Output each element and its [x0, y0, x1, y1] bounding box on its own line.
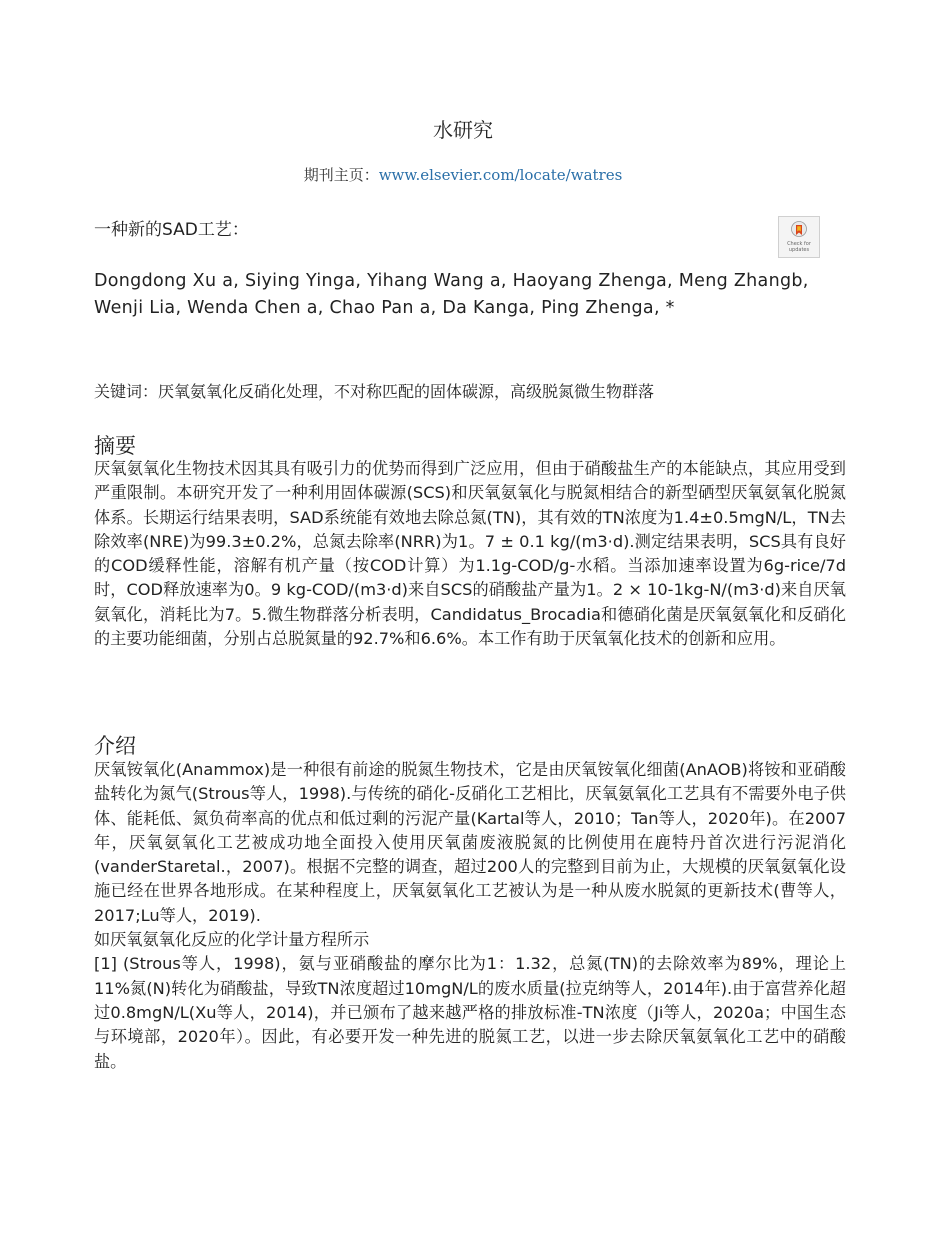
abstract-text [94, 457, 846, 651]
homepage-label: 期刊主页： [303, 166, 379, 184]
abstract-heading: 摘要 [94, 434, 136, 458]
intro-paragraph-2: 如厌氧氨氧化反应的化学计量方程所示 [94, 930, 370, 950]
homepage-link[interactable]: www.elsevier.com/locate/watres [378, 166, 623, 184]
intro-paragraph-3: [1] (Strous等人，1998)，氨与亚硝酸盐的摩尔比为1：1.32，总氮(TN)的去除效率为89%，理论上11%氮(N)转化为硝酸盐，导致TN浓度超过10mgN/L的废水质量(拉克纳等人，2014年).由于富营养化超过0.8mgN/L(Xu等人，2014)，并已颁布了越来越严格的排放标准-TN浓度（Ji等人，2020a；中国生态与环境部，2020年）。因此，有必要开发一种先进的脱氮工艺，以进一步去除厌氧氨氧化工艺中的硝酸盐。 [94, 954, 846, 1071]
author-list: Dongdong Xu a, Siying Yinga, Yihang Wang a, Haoyang Zhenga, Meng Zhangb, Wenji Lia, Wenda Chen a, Chao Pan a, Da Kanga, Ping Zhenga, * [94, 271, 809, 318]
keywords: 关键词：厌氧氨氧化反硝化处理，不对称匹配的固体碳源，高级脱氮微生物群落 [94, 382, 655, 401]
article-title: 一种新的SAD工艺： [94, 220, 249, 240]
bookmark-icon [791, 221, 807, 241]
introduction-text [94, 758, 846, 1074]
check-for-updates-badge[interactable] [778, 216, 820, 258]
abstract-paragraph: 厌氧氨氧化生物技术因其具有吸引力的优势而得到广泛应用，但由于硝酸盐生产的本能缺点，其应用受到严重限制。本研究开发了一种利用固体碳源(SCS)和厌氧氨氧化与脱氮相结合的新型硒型厌氧氨氧化脱氮体系。长期运行结果表明，SAD系统能有效地去除总氮(TN)，其有效的TN浓度为1.4±0.5mgN/L，TN去除效率(NRE)为99.3±0.2%，总氮去除率(NRR)为1。7 ± 0.1 kg/(m3·d).测定结果表明，SCS具有良好的COD缓释性能，溶解有机产量（按COD计算）为1.1g-COD/g-水稻。当添加速率设置为6g-rice/7d时，COD释放速率为0。9 kg-COD/(m3·d)来自SCS的硝酸盐产量为1。2 × 10-1kg-N/(m3·d)来自厌氧氨氧化，消耗比为7。5.微生物群落分析表明，Candidatus_Brocadia和德硝化菌是厌氧氨氧化和反硝化的主要功能细菌，分别占总脱氮量的92.7%和6.6%。本工作有助于厌氧氧化技术的创新和应用。 [94, 459, 846, 649]
introduction-heading: 介绍 [94, 734, 136, 758]
journal-title: 水研究 [433, 118, 493, 142]
journal-homepage [0, 164, 926, 185]
badge-label: Check for updates [787, 241, 811, 253]
intro-paragraph-1: 厌氧铵氧化(Anammox)是一种很有前途的脱氮生物技术，它是由厌氧铵氧化细菌(AnAOB)将铵和亚硝酸盐转化为氮气(Strous等人，1998).与传统的硝化-反硝化工艺相比，厌氧氨氧化工艺具有不需要外电子供体、能耗低、氮负荷率高的优点和低过剩的污泥产量(Kartal等人，2010；Tan等人，2020年)。在2007年，厌氧氨氧化工艺被成功地全面投入使用厌氧菌废液脱氮的比例使用在鹿特丹首次进行污泥消化(vanderStaretal.，2007)。根据不完整的调查，超过200人的完整到目前为止，大规模的厌氧氨氧化设施已经在世界各地形成。在某种程度上，厌氧氨氧化工艺被认为是一种从废水脱氮的更新技术(曹等人，2017;Lu等人，2019). [94, 760, 846, 925]
